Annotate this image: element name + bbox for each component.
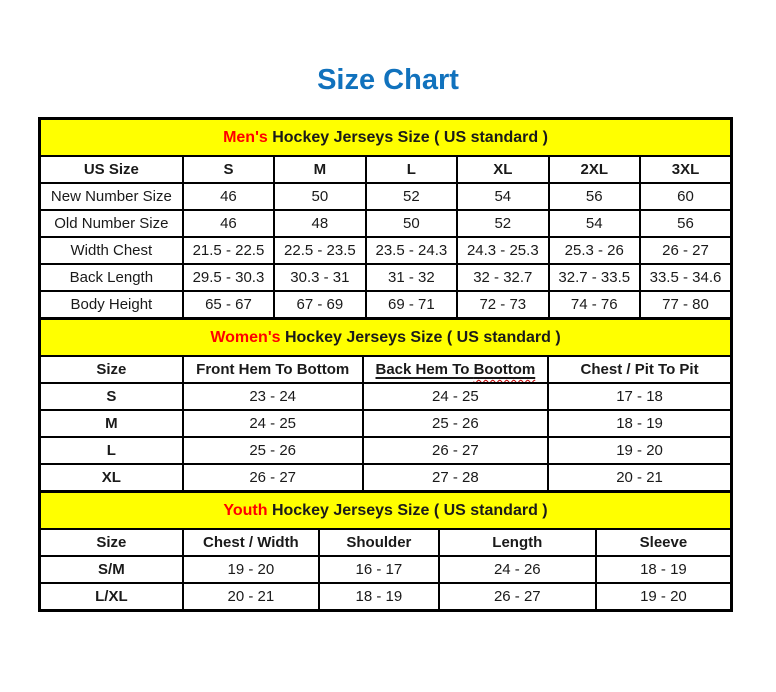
col-header-back-hem	[363, 356, 548, 383]
table-cell: 19 - 20	[548, 437, 731, 464]
table-cell: 24 - 25	[363, 383, 548, 410]
col-header: Chest / Width	[183, 529, 319, 556]
row-label: S	[40, 383, 183, 410]
table-cell: 69 - 71	[366, 291, 457, 319]
table-row	[40, 264, 732, 291]
col-header: Length	[439, 529, 596, 556]
table-cell: 56	[549, 183, 640, 210]
back-hem-prefix: Back Hem To	[375, 361, 474, 378]
col-header: Chest / Pit To Pit	[548, 356, 731, 383]
row-label: S/M	[40, 556, 183, 583]
row-label: XL	[40, 464, 183, 492]
size-chart-tables	[38, 117, 733, 612]
table-row	[40, 291, 732, 319]
table-row	[40, 210, 732, 237]
back-hem-misspelled-word: Boottom	[473, 361, 536, 378]
col-header: Front Hem To Bottom	[183, 356, 363, 383]
col-header: XL	[457, 156, 548, 183]
mens-column-header-row	[40, 156, 732, 183]
table-cell: 19 - 20	[183, 556, 319, 583]
table-row	[40, 410, 732, 437]
row-label: L/XL	[40, 583, 183, 611]
table-cell: 25 - 26	[183, 437, 363, 464]
col-header: Shoulder	[319, 529, 439, 556]
table-cell: 23.5 - 24.3	[366, 237, 457, 264]
table-cell: 48	[274, 210, 365, 237]
table-row	[40, 583, 732, 611]
youth-section-header	[40, 492, 732, 530]
table-cell: 22.5 - 23.5	[274, 237, 365, 264]
table-cell: 26 - 27	[439, 583, 596, 611]
table-cell: 24 - 26	[439, 556, 596, 583]
col-header: L	[366, 156, 457, 183]
womens-section-highlight: Women's	[210, 328, 281, 346]
table-cell: 29.5 - 30.3	[183, 264, 274, 291]
youth-section-highlight: Youth	[223, 501, 268, 519]
womens-section-title-text: Hockey Jerseys Size ( US standard )	[280, 328, 561, 346]
table-cell: 46	[183, 210, 274, 237]
table-row	[40, 464, 732, 492]
table-cell: 65 - 67	[183, 291, 274, 319]
table-cell: 54	[457, 183, 548, 210]
table-cell: 31 - 32	[366, 264, 457, 291]
table-cell: 26 - 27	[363, 437, 548, 464]
col-header: S	[183, 156, 274, 183]
table-cell: 24.3 - 25.3	[457, 237, 548, 264]
table-cell: 20 - 21	[183, 583, 319, 611]
table-cell: 20 - 21	[548, 464, 731, 492]
womens-column-header-row	[40, 356, 732, 383]
col-header: Size	[40, 356, 183, 383]
col-header: Sleeve	[596, 529, 732, 556]
table-cell: 26 - 27	[183, 464, 363, 492]
table-cell: 67 - 69	[274, 291, 365, 319]
table-cell: 56	[640, 210, 732, 237]
col-header: 3XL	[640, 156, 732, 183]
mens-section-header	[40, 119, 732, 157]
table-cell: 52	[457, 210, 548, 237]
table-cell: 32.7 - 33.5	[549, 264, 640, 291]
table-cell: 72 - 73	[457, 291, 548, 319]
youth-size-table	[38, 490, 733, 612]
col-header: 2XL	[549, 156, 640, 183]
table-cell: 25.3 - 26	[549, 237, 640, 264]
table-cell: 19 - 20	[596, 583, 732, 611]
youth-column-header-row	[40, 529, 732, 556]
table-row	[40, 437, 732, 464]
row-label: Back Length	[40, 264, 183, 291]
table-cell: 21.5 - 22.5	[183, 237, 274, 264]
table-cell: 54	[549, 210, 640, 237]
table-cell: 23 - 24	[183, 383, 363, 410]
table-row	[40, 237, 732, 264]
table-row	[40, 183, 732, 210]
col-header: Size	[40, 529, 183, 556]
table-cell: 60	[640, 183, 732, 210]
table-cell: 16 - 17	[319, 556, 439, 583]
mens-section-header-row	[40, 119, 732, 157]
table-cell: 24 - 25	[183, 410, 363, 437]
table-cell: 30.3 - 31	[274, 264, 365, 291]
mens-size-table	[38, 117, 733, 320]
table-cell: 50	[366, 210, 457, 237]
table-cell: 18 - 19	[596, 556, 732, 583]
col-header: US Size	[40, 156, 183, 183]
table-cell: 18 - 19	[319, 583, 439, 611]
table-cell: 33.5 - 34.6	[640, 264, 732, 291]
col-header: M	[274, 156, 365, 183]
table-cell: 50	[274, 183, 365, 210]
row-label: L	[40, 437, 183, 464]
table-cell: 26 - 27	[640, 237, 732, 264]
table-cell: 18 - 19	[548, 410, 731, 437]
table-cell: 46	[183, 183, 274, 210]
mens-section-title-text: Hockey Jerseys Size ( US standard )	[267, 128, 548, 146]
row-label: New Number Size	[40, 183, 183, 210]
table-row	[40, 383, 732, 410]
row-label: M	[40, 410, 183, 437]
table-cell: 74 - 76	[549, 291, 640, 319]
womens-section-header-row	[40, 319, 732, 357]
table-cell: 52	[366, 183, 457, 210]
page-title: Size Chart	[317, 64, 459, 96]
table-cell: 77 - 80	[640, 291, 732, 319]
womens-size-table	[38, 317, 733, 493]
row-label: Body Height	[40, 291, 183, 319]
table-row	[40, 556, 732, 583]
womens-section-header	[40, 319, 732, 357]
table-cell: 25 - 26	[363, 410, 548, 437]
youth-section-header-row	[40, 492, 732, 530]
table-cell: 17 - 18	[548, 383, 731, 410]
row-label: Old Number Size	[40, 210, 183, 237]
table-cell: 27 - 28	[363, 464, 548, 492]
table-cell: 32 - 32.7	[457, 264, 548, 291]
youth-section-title-text: Hockey Jerseys Size ( US standard )	[267, 501, 548, 519]
row-label: Width Chest	[40, 237, 183, 264]
mens-section-highlight: Men's	[223, 128, 268, 146]
